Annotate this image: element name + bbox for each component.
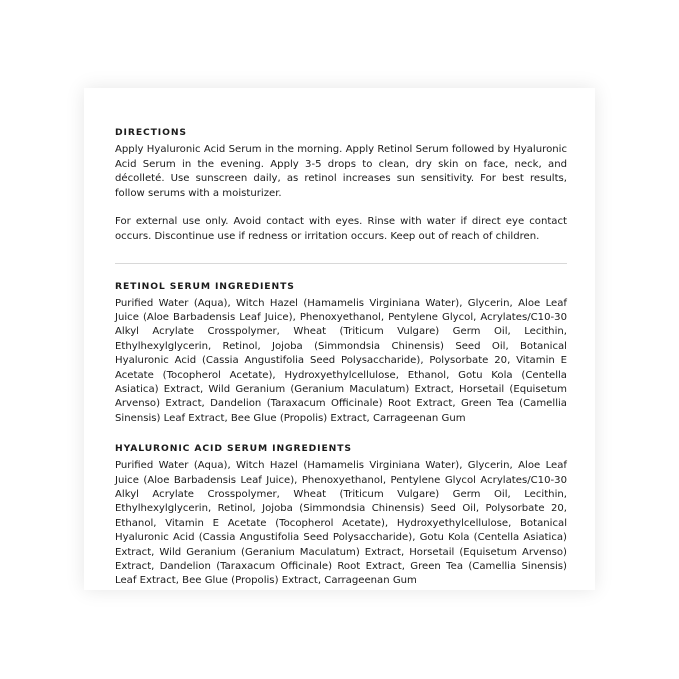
block-spacer — [115, 426, 567, 443]
label-content — [115, 127, 567, 589]
product-label-card — [84, 88, 595, 590]
retinol-ingredients-text: Purified Water (Aqua), Witch Hazel (Hamamelis Virginiana Water), Glycerin, Aloe Leaf Juice (Aloe Barbadensis Leaf Juice), Phenoxyethanol, Pentylene Glycol, Acrylates/C10-30 Alkyl Acrylate Crosspolymer, Wheat (Triticum Vulgare) Germ Oil, Lecithin, Ethylhexylglycerin, Retinol, Jojoba (Simmondsia Chinensis) Seed Oil, Botanical Hyaluronic Acid (Cassia Angustifolia Seed Polysaccharide), Polysorbate 20, Vitamin E Acetate (Tocopherol Acetate), Hydroxyethylcellulose, Ethanol, Gotu Kola (Centella Asiatica) Extract, Wild Geranium (Geranium Maculatum) Extract, Horsetail (Equisetum Arvenso) Extract, Dandelion (Taraxacum Officinale) Root Extract, Green Tea (Camellia Sinensis) Leaf Extract, Bee Glue (Propolis) Extract, Carrageenan Gum — [115, 297, 567, 424]
paragraph-spacer — [115, 201, 567, 215]
directions-heading: DIRECTIONS — [115, 127, 187, 138]
section-divider — [115, 263, 567, 264]
hyaluronic-ingredients-text: Purified Water (Aqua), Witch Hazel (Hamamelis Virginiana Water), Glycerin, Aloe Leaf Juice (Aloe Barbadensis Leaf Juice), Phenoxyethanol, Pentylene Glycol Acrylates/C10-30 Alkyl Acrylate Crosspolymer, Wheat (Triticum Vulgare) Germ Oil, Lecithin, Ethylhexylglycerin, Retinol, Jojoba (Simmondsia Chinensis) Seed Oil, Polysorbate 20, Ethanol, Vitamin E Acetate (Tocopherol Acetate), Hydroxyethylcellulose, Botanical Hyaluronic Acid (Cassia Angustifolia Seed Polysaccharide), Gotu Kola (Centella Asiatica) Extract, Wild Geranium (Geranium Maculatum) Extract, Horsetail (Equisetum Arvenso) Extract, Dandelion (Taraxacum Officinale) Root Extract, Green Tea (Camellia Sinensis) Leaf Extract, Bee Glue (Propolis) Extract, Carrageenan Gum — [115, 460, 567, 587]
directions-paragraph-1: Apply Hyaluronic Acid Serum in the morning. Apply Retinol Serum followed by Hyaluronic Acid Serum in the evening. Apply 3-5 drops to clean, dry skin on face, neck, and décolleté. Use sunscreen daily, as retinol increases sun sensitivity. For best results, follow serums with a moisturizer. — [115, 144, 567, 199]
hyaluronic-ingredients-heading: HYALURONIC ACID SERUM INGREDIENTS — [115, 443, 352, 455]
directions-paragraph-2: For external use only. Avoid contact with eyes. Rinse with water if direct eye contact occurs. Discontinue use if redness or irritation occurs. Keep out of reach of children. — [115, 216, 567, 242]
retinol-ingredients-heading: RETINOL SERUM INGREDIENTS — [115, 280, 295, 292]
